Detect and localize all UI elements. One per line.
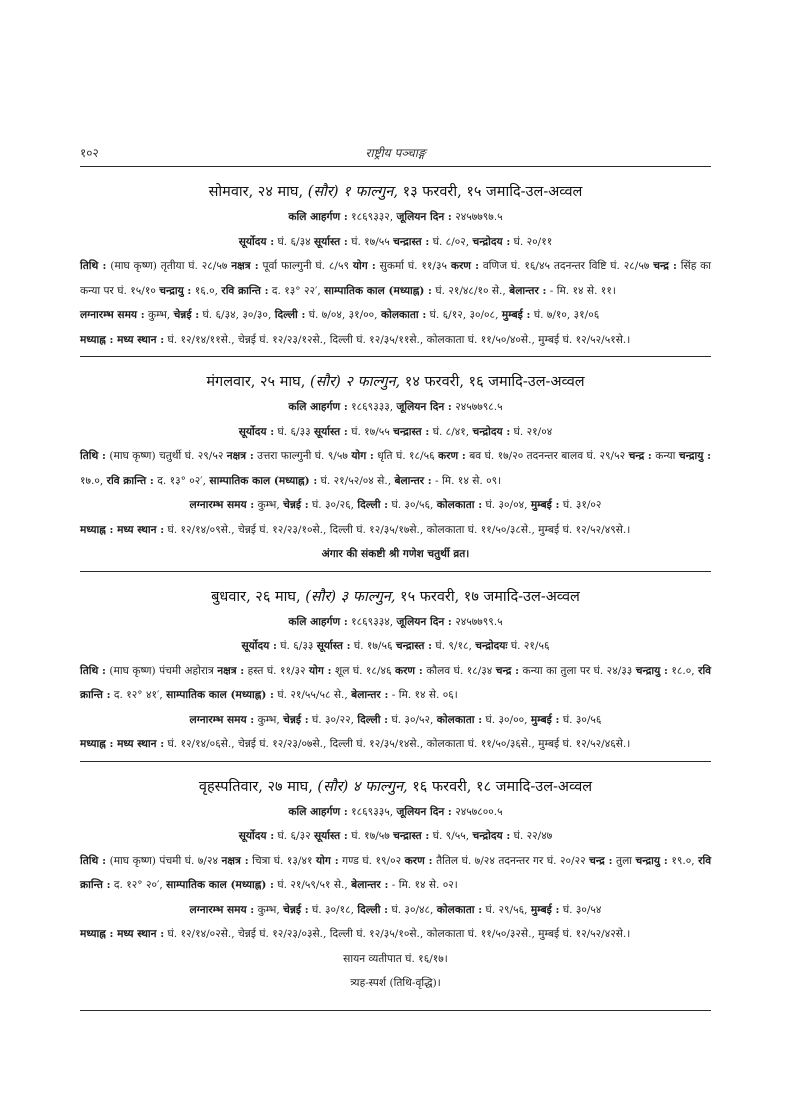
day-title <box>80 774 711 800</box>
karana-value: कौलव घं. १८/३४ <box>426 664 493 677</box>
sampatik-value: घं. २१/५९/५१ से., <box>277 879 348 891</box>
delhi-label: दिल्ली : <box>357 713 389 726</box>
delhi-value: घं. ३०/५६, <box>391 499 434 511</box>
running-header <box>80 140 711 162</box>
chandra-value: कन्या <box>655 450 676 462</box>
day-title-rest: १४ फरवरी, १६ जमादि-उल-अव्वल <box>404 374 585 390</box>
madhyahna-value: घं. १२/१४/०२से., चेन्नई घं. १२/२३/०३से., दिल्ली घं. १२/३५/१०से., कोलकाता घं. ११/५०/३२से., मुम्बई घं. १२/५२/४२से.। <box>167 928 631 940</box>
belantar-value: - मि. १४ से. ०२। <box>391 879 458 891</box>
lagna-line <box>80 708 711 733</box>
ravi-kranti-label: रवि क्रान्ति : <box>221 284 269 297</box>
ravi-kranti-value: द. १२° ४१′, <box>113 689 163 701</box>
ravi-kranti-label: रवि क्रान्ति : <box>106 474 154 487</box>
delhi-label: दिल्ली : <box>357 903 389 916</box>
lagna-label: लग्नारम्भ समय : <box>189 499 255 511</box>
document-page <box>80 140 711 1011</box>
moonset-value: घं. ९/१८, <box>435 640 472 652</box>
day-title-date: सोमवार, २४ माघ, <box>208 184 304 200</box>
moonset-value: घं. ८/४१, <box>432 425 470 438</box>
sunrise-value: घं. ६/३३ <box>280 640 314 652</box>
madhyahna-label: मध्याह्न : मध्य स्थान : <box>80 523 165 536</box>
sunset-value: घं. १७/५५ <box>351 425 390 438</box>
tithi-label: तिथि : <box>80 854 107 867</box>
page-number: १०२ <box>80 146 99 160</box>
sunset-value: घं. १७/५७ <box>351 830 390 842</box>
kali-julian-line <box>80 205 711 230</box>
chandrayu-value: १७.०, <box>80 474 104 487</box>
kolkata-label: कोलकाता : <box>380 309 427 321</box>
chandrayu-value: १९.०, <box>671 854 695 867</box>
day-separator-rule <box>80 1010 711 1011</box>
sampatik-label: साम्पातिक काल (मध्याह्न) : <box>166 689 274 701</box>
day-entry <box>80 762 711 996</box>
moonrise-value: घं. २१/०४ <box>513 425 553 438</box>
sun-moon-line <box>80 230 711 255</box>
nakshatra-label: नक्षत्र : <box>231 260 259 272</box>
delhi-value: घं. ३०/५२, <box>391 713 434 726</box>
day-entry <box>80 357 711 567</box>
kolkata-label: कोलकाता : <box>436 713 483 726</box>
kolkata-label: कोलकाता : <box>436 903 483 916</box>
karana-label: करण : <box>438 450 466 462</box>
moonset-label: चन्द्रास्त : <box>393 235 430 248</box>
moonset-value: घं. ९/५५, <box>432 830 470 842</box>
mumbai-value: घं. ७/१०, ३१/०६ <box>533 309 600 321</box>
delhi-value: घं. ७/०४, ३१/००, <box>308 309 378 321</box>
lagna-label: लग्नारम्भ समय : <box>189 903 255 916</box>
julian-value: २४५७७९९.५ <box>455 615 503 628</box>
karana-label: करण : <box>394 664 423 677</box>
sunrise-value: घं. ६/३४ <box>277 235 311 248</box>
madhyahna-label: मध्याह्न : मध्य स्थान : <box>80 738 165 750</box>
kolkata-value: घं. ३०/०४, <box>485 499 528 511</box>
lagna-label: लग्नारम्भ समय : <box>189 713 255 726</box>
day-title-date: मंगलवार, २५ माघ, <box>206 374 306 390</box>
day-title-rest: १६ फरवरी, १८ जमादि-उल-अव्वल <box>412 778 593 795</box>
chennai-value: घं. ३०/२६, <box>312 499 355 511</box>
moonset-value: घं. ८/०२, <box>432 235 470 248</box>
day-note: सायन व्यतीपात घं. १६/१७। <box>343 952 448 965</box>
tithi-paragraph <box>80 659 711 708</box>
moonset-label: चन्द्रास्त : <box>393 830 430 842</box>
karana-label: करण : <box>450 260 480 272</box>
julian-label: जूलियन दिन : <box>396 401 452 413</box>
moonset-label: चन्द्रास्त : <box>395 640 433 652</box>
chennai-label: चेन्नई : <box>173 309 200 321</box>
sun-moon-line <box>80 634 711 659</box>
madhyahna-value: घं. १२/१४/०९से., चेन्नई घं. १२/२३/१०से., दिल्ली घं. १२/३५/१७से., कोलकाता घं. ११/५०/३८से., मुम्बई घं. १२/५२/४९से.। <box>167 523 631 536</box>
day-note: अंगार की संकष्टी श्री गणेश चतुर्थी व्रत। <box>321 548 470 560</box>
mumbai-label: मुम्बई : <box>501 309 531 321</box>
tithi-paragraph <box>80 849 711 898</box>
sampatik-value: घं. २१/५२/०४ से., <box>320 474 392 487</box>
day-title-saur: (सौर) ३ फाल्गुन, <box>305 588 396 605</box>
julian-value: २४५७७९८.५ <box>455 401 503 413</box>
belantar-label: बेलान्तर : <box>509 284 547 297</box>
kali-julian-line <box>80 610 711 635</box>
sun-moon-line <box>80 824 711 849</box>
belantar-label: बेलान्तर : <box>351 879 389 891</box>
nakshatra-label: नक्षत्र : <box>221 854 249 867</box>
mumbai-label: मुम्बई : <box>530 499 560 511</box>
kali-label: कलि आहर्गण : <box>288 615 348 628</box>
ravi-kranti-label: रवि क्रान्ति : <box>80 854 712 891</box>
day-notes <box>80 542 711 567</box>
kali-label: कलि आहर्गण : <box>288 401 348 413</box>
chandra-label: चन्द्र : <box>653 260 677 272</box>
sampatik-value: घं. २१/५५/५८ से., <box>277 689 348 701</box>
mumbai-value: घं. ३१/०२ <box>562 499 602 511</box>
sampatik-value: घं. २१/४८/१० से., <box>435 284 506 297</box>
nakshatra-value: हस्त घं. ११/३२ <box>247 664 306 677</box>
sunrise-label: सूर्योदय : <box>238 830 275 842</box>
yoga-label: योग : <box>351 450 374 462</box>
day-title <box>80 369 711 395</box>
day-title-saur: (सौर) ४ फाल्गुन, <box>317 778 408 795</box>
chandrayu-value: १८.०, <box>671 664 695 677</box>
chandrayu-label: चन्द्रायु : <box>159 284 192 297</box>
kali-label: कलि आहर्गण : <box>288 211 348 223</box>
sunset-value: घं. १७/५६ <box>353 640 393 652</box>
moonrise-label: चन्द्रोदय : <box>472 830 511 842</box>
belantar-label: बेलान्तर : <box>394 474 432 487</box>
julian-label: जूलियन दिन : <box>396 615 452 628</box>
madhyahna-label: मध्याह्न : मध्य स्थान : <box>80 928 165 940</box>
day-title-date: बुधवार, २६ माघ, <box>211 588 301 605</box>
madhyahna-line <box>80 328 711 353</box>
lagna-value: कुम्भ, <box>257 713 280 726</box>
day-title-rest: १३ फरवरी, १५ जमादि-उल-अव्वल <box>402 184 583 200</box>
kali-julian-line <box>80 800 711 825</box>
ravi-kranti-value: द. १३° २२′, <box>271 284 321 297</box>
yoga-value: धृति घं. १८/५६ <box>377 450 435 462</box>
tithi-paragraph <box>80 444 711 493</box>
moonrise-label: चन्द्रोदय : <box>472 235 511 248</box>
karana-value: वणिज घं. १६/४५ तदनन्तर विष्टि घं. २८/५७ <box>482 260 650 272</box>
belantar-label: बेलान्तर : <box>351 689 389 701</box>
kolkata-value: घं. २९/५६, <box>485 903 528 916</box>
moonrise-value: घं. २२/४७ <box>513 830 553 842</box>
nakshatra-label: नक्षत्र : <box>226 450 254 462</box>
day-notes <box>80 947 711 996</box>
day-title <box>80 179 711 205</box>
tithi-value: (माघ कृष्ण) पंचमी घं. ७/२४ <box>109 854 219 867</box>
lagna-line <box>80 303 711 328</box>
belantar-value: - मि. १४ से. ०९। <box>435 474 502 487</box>
tithi-paragraph <box>80 254 711 303</box>
ravi-kranti-label: रवि क्रान्ति : <box>80 664 712 701</box>
karana-label: करण : <box>404 854 433 867</box>
day-title-saur: (सौर) २ फाल्गुन, <box>309 374 401 390</box>
moonrise-label: चन्द्रोदय : <box>472 425 511 438</box>
lagna-label: लग्नारम्भ समय : <box>80 309 145 321</box>
chennai-value: घं. ३०/२२, <box>312 713 355 726</box>
ravi-kranti-value: द. १३° ०२′, <box>157 474 207 487</box>
julian-label: जूलियन दिन : <box>396 805 452 818</box>
yoga-label: योग : <box>352 260 376 272</box>
yoga-value: सुकर्मा घं. ११/३५ <box>379 260 447 272</box>
tithi-value: (माघ कृष्ण) तृतीया घं. २८/५७ <box>110 260 228 272</box>
moonrise-value: घं. २०/११ <box>513 235 553 248</box>
tithi-label: तिथि : <box>80 260 107 272</box>
delhi-label: दिल्ली : <box>357 499 389 511</box>
karana-value: तैतिल घं. ७/२४ तदनन्तर गर घं. २०/२२ <box>436 854 586 867</box>
mumbai-value: घं. ३०/५६ <box>562 713 602 726</box>
lagna-value: कुम्भ, <box>148 309 171 321</box>
kali-value: १८६९३३२, <box>351 211 394 223</box>
sampatik-label: साम्पातिक काल (मध्याह्न) : <box>209 474 318 487</box>
madhyahna-label: मध्याह्न : मध्य स्थान : <box>80 333 165 346</box>
chandra-label: चन्द्र : <box>628 450 652 462</box>
sunrise-label: सूर्योदय : <box>241 640 277 652</box>
delhi-value: घं. ३०/४८, <box>391 903 434 916</box>
kali-value: १८६९३३५, <box>351 805 394 818</box>
julian-value: २४५७८००.५ <box>455 805 503 818</box>
day-entry <box>80 167 711 352</box>
yoga-label: योग : <box>316 854 339 867</box>
belantar-value: - मि. १४ से. ११। <box>549 284 616 297</box>
nakshatra-value: चित्रा घं. १३/४१ <box>252 854 313 867</box>
lagna-line <box>80 493 711 518</box>
kolkata-value: घं. ३०/००, <box>485 713 528 726</box>
chandrayu-label: चन्द्रायु : <box>678 450 712 462</box>
chennai-label: चेन्नई : <box>283 713 309 726</box>
day-entry <box>80 572 711 757</box>
lagna-value: कुम्भ, <box>257 903 280 916</box>
day-title-rest: १५ फरवरी, १७ जमादि-उल-अव्वल <box>400 588 580 605</box>
book-title: राष्ट्रीय पञ्चाङ्ग <box>365 146 426 160</box>
chandra-label: चन्द्र : <box>495 664 520 677</box>
sunset-value: घं. १७/५५ <box>351 235 390 248</box>
julian-value: २४५७७९७.५ <box>455 211 503 223</box>
moonset-label: चन्द्रास्त : <box>393 425 430 438</box>
chandra-value: तुला <box>616 854 636 867</box>
nakshatra-value: उत्तरा फाल्गुनी घं. ९/५७ <box>257 450 348 462</box>
sunrise-value: घं. ६/३२ <box>277 830 311 842</box>
chandra-value: सिंह का कन्या पर घं. १५/१० <box>80 260 712 297</box>
kolkata-label: कोलकाता : <box>436 499 483 511</box>
sunrise-label: सूर्योदय : <box>238 425 275 438</box>
madhyahna-value: घं. १२/१४/०६से., चेन्नई घं. १२/२३/०७से., दिल्ली घं. १२/३५/१४से., कोलकाता घं. ११/५०/३६से., मुम्बई घं. १२/५२/४६से.। <box>167 738 631 750</box>
yoga-value: गण्ड घं. १९/०२ <box>342 854 402 867</box>
mumbai-label: मुम्बई : <box>530 713 560 726</box>
sunset-label: सूर्यास्त : <box>314 830 348 842</box>
chandra-label: चन्द्र : <box>589 854 613 867</box>
mumbai-value: घं. ३०/५४ <box>562 903 602 916</box>
day-note: त्र्यह-स्पर्श (तिथि-वृद्धि)। <box>350 977 441 989</box>
kolkata-value: घं. ६/१२, ३०/०८, <box>429 309 499 321</box>
kali-julian-line <box>80 395 711 420</box>
kali-value: १८६९३३४, <box>351 615 394 628</box>
madhyahna-line <box>80 518 711 543</box>
chennai-value: घं. ३०/१८, <box>312 903 355 916</box>
day-title <box>80 584 711 610</box>
lagna-value: कुम्भ, <box>257 499 280 511</box>
day-title-date: वृहस्पतिवार, २७ माघ, <box>198 778 313 795</box>
tithi-label: तिथि : <box>80 450 106 462</box>
sunrise-label: सूर्योदय : <box>238 235 275 248</box>
madhyahna-line <box>80 922 711 947</box>
chandrayu-label: चन्द्रायु : <box>635 854 668 867</box>
nakshatra-label: नक्षत्र : <box>217 664 245 677</box>
day-title-saur: (सौर) १ फाल्गुन, <box>307 184 398 200</box>
yoga-label: योग : <box>309 664 332 677</box>
mumbai-label: मुम्बई : <box>530 903 560 916</box>
kali-label: कलि आहर्गण : <box>288 805 348 818</box>
sunset-label: सूर्यास्त : <box>314 425 348 438</box>
tithi-value: (माघ कृष्ण) पंचमी अहोरात्र <box>109 664 214 677</box>
belantar-value: - मि. १४ से. ०६। <box>391 689 458 701</box>
tithi-label: तिथि : <box>80 664 106 677</box>
chandrayu-value: १६.०, <box>194 284 218 297</box>
chandrayu-label: चन्द्रायु : <box>635 664 668 677</box>
delhi-label: दिल्ली : <box>274 309 306 321</box>
sampatik-label: साम्पातिक काल (मध्याह्न) : <box>166 879 274 891</box>
sunset-label: सूर्यास्त : <box>316 640 351 652</box>
sun-moon-line <box>80 420 711 445</box>
sunset-label: सूर्यास्त : <box>314 235 348 248</box>
madhyahna-line <box>80 732 711 757</box>
chennai-label: चेन्नई : <box>283 499 309 511</box>
tithi-value: (माघ कृष्ण) चतुर्थी घं. २९/५२ <box>109 450 224 462</box>
sampatik-label: साम्पातिक काल (मध्याह्न) : <box>324 284 432 297</box>
chennai-label: चेन्नई : <box>283 903 309 916</box>
ravi-kranti-value: द. १२° २०′, <box>113 879 163 891</box>
day-list <box>80 167 711 1011</box>
sunrise-value: घं. ६/३३ <box>277 425 311 438</box>
moonrise-label: चन्द्रोदयः <box>475 640 508 652</box>
karana-value: बव घं. १७/२० तदनन्तर बालव घं. २९/५२ <box>469 450 626 462</box>
lagna-line <box>80 898 711 923</box>
moonrise-value: घं. २१/५६ <box>510 640 550 652</box>
madhyahna-value: घं. १२/१४/११से., चेन्नई घं. १२/२३/१२से., दिल्ली घं. १२/३५/११से., कोलकाता घं. ११/५०/४०से., मुम्बई घं. १२/५२/५१से.। <box>167 333 631 346</box>
chennai-value: घं. ६/३४, ३०/३०, <box>202 309 272 321</box>
nakshatra-value: पूर्वा फाल्गुनी घं. ८/५९ <box>262 260 349 272</box>
julian-label: जूलियन दिन : <box>396 211 452 223</box>
kali-value: १८६९३३३, <box>351 401 394 413</box>
yoga-value: शूल घं. १८/४६ <box>335 664 392 677</box>
chandra-value: कन्या का तुला पर घं. २४/३३ <box>522 664 633 677</box>
